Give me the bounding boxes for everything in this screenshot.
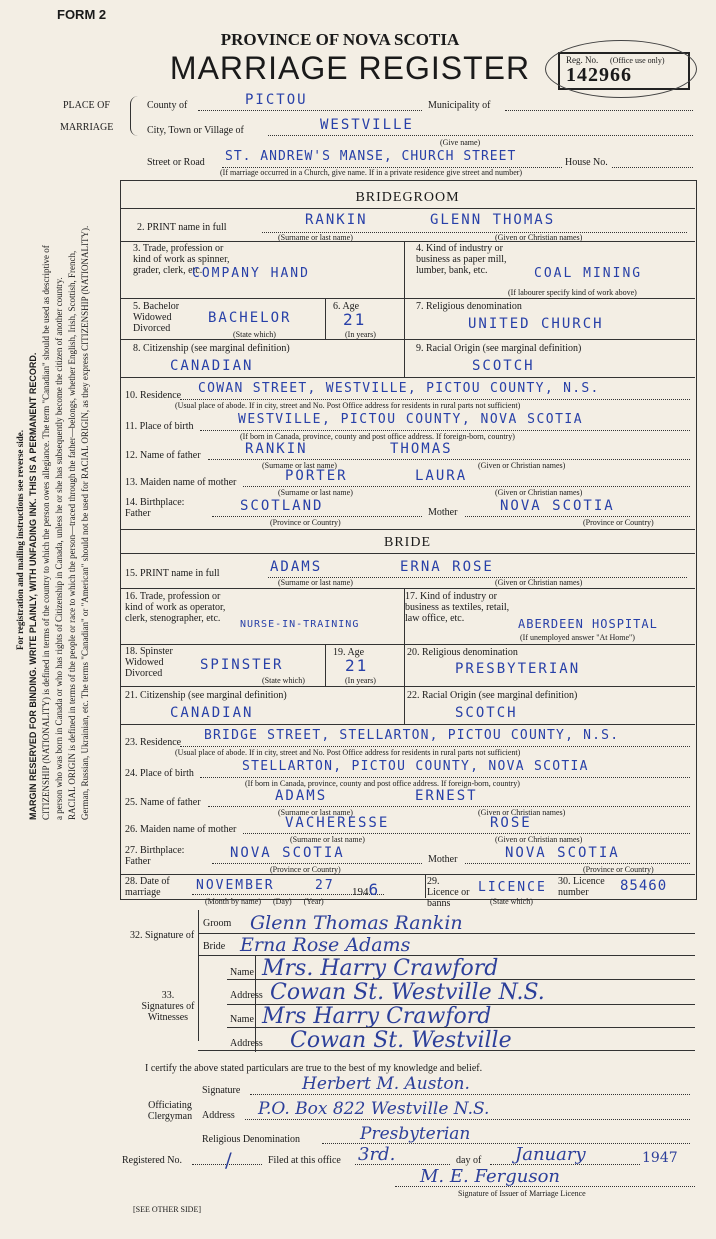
bride-given: ERNA ROSE <box>400 559 494 575</box>
bride-state-which: (State which) <box>262 676 305 685</box>
day-of-label: day of <box>456 1155 482 1166</box>
groom-father-given-sub: (Given or Christian names) <box>478 461 566 470</box>
municipality-label: Municipality of <box>428 100 491 111</box>
filed-year: 1947 <box>642 1150 678 1166</box>
house-label: House No. <box>565 157 608 168</box>
street-note: (If marriage occurred in a Church, give name. If in a private residence give street and number) <box>220 168 523 177</box>
bride-racial-label: 22. Racial Origin (see marginal definition) <box>407 690 578 701</box>
margin-line-5: RACIAL ORIGIN is defined in terms of the people or race to which the person—traced through the father—belongs, whether English, Irish, Scottish, French, <box>67 250 77 820</box>
certify-text: I certify the above stated particulars are true to the best of my knowledge and belief. <box>145 1063 483 1074</box>
groom-signature: Glenn Thomas Rankin <box>250 912 463 934</box>
groom-residence-sub: (Usual place of abode. If in city, street and No. Post Office address for residents in rural parts not sufficient) <box>175 401 521 410</box>
groom-trade-label: 3. Trade, profession or kind of work as spinner, grader, clerk, etc. <box>133 243 230 276</box>
bride-surname-sub: (Surname or last name) <box>278 578 353 587</box>
county-label: County of <box>147 100 188 111</box>
bride-father-surname-sub: (Surname or last name) <box>278 808 353 817</box>
bride-signature: Erna Rose Adams <box>240 934 411 956</box>
marriage-day: 27 <box>315 878 335 893</box>
issuer-signature: M. E. Ferguson <box>420 1166 561 1187</box>
groom-mother-given: LAURA <box>415 468 468 484</box>
bride-surname: ADAMS <box>270 559 323 575</box>
bride-status-label: 18. Spinster Widowed Divorced <box>125 646 173 679</box>
date-label: 28. Date of marriage <box>125 876 170 898</box>
bride-heading: BRIDE <box>384 535 431 550</box>
city-label: City, Town or Village of <box>147 125 244 136</box>
groom-trade: COMPANY HAND <box>192 266 310 281</box>
bride-father-given-sub: (Given or Christian names) <box>478 808 566 817</box>
bride-sig-label: Bride <box>203 941 226 952</box>
bride-mother-label: 26. Maiden name of mother <box>125 824 237 835</box>
bride-birth-label: 24. Place of birth <box>125 768 194 779</box>
bride-father-label: 25. Name of father <box>125 797 201 808</box>
witness2-address: Cowan St. Westville <box>290 1028 512 1053</box>
groom-citizenship: CANADIAN <box>170 358 254 374</box>
groom-religion: UNITED CHURCH <box>468 316 604 332</box>
licence-value: LICENCE <box>478 880 547 895</box>
province-heading: PROVINCE OF NOVA SCOTIA <box>220 30 460 49</box>
bride-birthplace-label: 27. Birthplace: Father <box>125 845 185 867</box>
witnesses-label: 33. Signatures of Witnesses <box>141 990 195 1023</box>
denomination-label: Religious Denomination <box>202 1134 301 1145</box>
bride-industry: ABERDEEN HOSPITAL <box>518 617 658 631</box>
bride-citizenship: CANADIAN <box>170 705 254 721</box>
w1-address-label: Address <box>230 990 263 1001</box>
groom-status-label: 5. Bachelor Widowed Divorced <box>133 301 180 334</box>
signature-of-label: 32. Signature of <box>130 930 195 941</box>
groom-age-label: 6. Age <box>333 301 360 312</box>
w1-name-label: Name <box>230 967 254 978</box>
place-label-2: MARRIAGE <box>60 122 114 133</box>
give-name-note: (Give name) <box>440 138 481 147</box>
groom-mother-bp-sub: (Province or Country) <box>583 518 654 527</box>
marriage-month: NOVEMBER <box>196 878 275 893</box>
registered-label: Registered No. <box>122 1155 182 1166</box>
filed-month: January <box>515 1144 586 1165</box>
groom-birth-label: 11. Place of birth <box>125 421 194 432</box>
bride-racial: SCOTCH <box>455 705 518 721</box>
licence-sub: (State which) <box>490 897 533 906</box>
bride-residence-label: 23. Residence <box>125 737 182 748</box>
place-brace <box>130 96 139 136</box>
bridegroom-heading: BRIDEGROOM <box>355 190 460 205</box>
groom-residence-label: 10. Residence <box>125 390 182 401</box>
margin-line-3: CITIZENSHIP (NATIONALITY) is defined in terms of the country to which the person owes allegiance. The term "Canadian" should be used as descriptive of <box>41 245 51 820</box>
licence-label: 29. Licence or banns <box>427 876 470 909</box>
groom-racial-label: 9. Racial Origin (see marginal definition) <box>416 343 582 354</box>
filed-label: Filed at this office <box>268 1155 341 1166</box>
bride-status: SPINSTER <box>200 657 284 673</box>
see-other-side: [SEE OTHER SIDE] <box>133 1205 201 1214</box>
issuer-label: Signature of Issuer of Marriage Licence <box>458 1189 586 1198</box>
bride-birth: STELLARTON, PICTOU COUNTY, NOVA SCOTIA <box>242 759 589 774</box>
year-prefix: 194 <box>352 886 369 898</box>
groom-sig-label: Groom <box>203 918 232 929</box>
groom-print-label: 2. PRINT name in full <box>137 222 227 233</box>
groom-citizenship-label: 8. Citizenship (see marginal definition) <box>133 343 290 354</box>
bride-industry-label: 17. Kind of industry or business as textiles, retail, law office, etc. <box>405 591 510 624</box>
groom-in-years: (In years) <box>345 330 376 339</box>
bride-trade: NURSE-IN-TRAINING <box>240 619 360 630</box>
groom-father-bp-sub: (Province or Country) <box>270 518 341 527</box>
margin-line-6: German, Russian, Ukrainian, etc. The terms "Canadian" or "American" should not be used for RACIAL ORIGIN, as they express CITIZENSHIP (NATIONALITY). <box>80 225 90 820</box>
bride-industry-sub: (If unemployed answer "At Home") <box>520 633 635 642</box>
year-digit: 6 <box>368 880 381 899</box>
groom-surname-sub: (Surname or last name) <box>278 233 353 242</box>
county-value: PICTOU <box>245 92 308 108</box>
bride-mother-given-sub: (Given or Christian names) <box>495 835 583 844</box>
clergy-address: P.O. Box 822 Westville N.S. <box>258 1099 490 1119</box>
groom-mother-surname-sub: (Surname or last name) <box>278 488 353 497</box>
bride-father-given: ERNEST <box>415 788 478 804</box>
bride-mother-bp-sub: (Province or Country) <box>583 865 654 874</box>
clergy-signature-label: Signature <box>202 1085 241 1096</box>
form-number: FORM 2 <box>57 7 107 22</box>
bride-given-sub: (Given or Christian names) <box>495 578 583 587</box>
groom-state-which: (State which) <box>233 330 276 339</box>
bride-age-label: 19. Age <box>333 647 365 658</box>
licence-num-label: 30. Licence number <box>558 876 605 898</box>
groom-father-birthplace: SCOTLAND <box>240 498 324 514</box>
groom-birth-sub: (If born in Canada, province, county and post office address. If foreign-born, country) <box>240 432 515 441</box>
groom-father-surname: RANKIN <box>245 441 308 457</box>
officiating-label: Officiating Clergyman <box>147 1100 193 1122</box>
witness1-address: Cowan St. Westville N.S. <box>270 980 545 1005</box>
bride-citizenship-label: 21. Citizenship (see marginal definition) <box>125 690 287 701</box>
bride-religion-label: 20. Religious denomination <box>407 647 518 658</box>
witness2-name: Mrs Harry Crawford <box>262 1004 492 1029</box>
street-label: Street or Road <box>147 157 205 168</box>
bride-father-surname: ADAMS <box>275 788 328 804</box>
groom-age: 21 <box>343 310 367 329</box>
groom-mother-birthplace: NOVA SCOTIA <box>500 498 615 514</box>
marriage-year <box>352 880 380 899</box>
groom-mother-surname: PORTER <box>285 468 348 484</box>
groom-religion-label: 7. Religious denomination <box>416 301 522 312</box>
groom-racial: SCOTCH <box>472 358 535 374</box>
bride-residence: BRIDGE STREET, STELLARTON, PICTOU COUNTY, N.S. <box>204 728 620 743</box>
page-title: MARRIAGE REGISTER <box>169 50 531 86</box>
groom-given-sub: (Given or Christian names) <box>495 233 583 242</box>
reg-no-label: Reg. No. <box>566 55 599 65</box>
groom-status: BACHELOR <box>208 310 292 326</box>
clergy-denomination: Presbyterian <box>360 1124 471 1144</box>
witness1-name: Mrs. Harry Crawford <box>262 956 499 981</box>
groom-given: GLENN THOMAS <box>430 212 556 228</box>
registered-slash: / <box>225 1148 232 1172</box>
w2-name-label: Name <box>230 1014 254 1025</box>
groom-birth: WESTVILLE, PICTOU COUNTY, NOVA SCOTIA <box>238 412 584 427</box>
groom-mother-given-sub: (Given or Christian names) <box>495 488 583 497</box>
bride-trade-label: 16. Trade, profession or kind of work as operator, clerk, stenographer, etc. <box>125 591 226 624</box>
groom-surname: RANKIN <box>305 212 368 228</box>
reg-number: 142966 <box>566 64 632 86</box>
margin-line-1: For registration and mailing instructions see reverse side. <box>15 430 25 650</box>
bride-mother-bp-label: Mother <box>428 854 458 865</box>
groom-industry-sub: (If labourer specify kind of work above) <box>508 288 637 297</box>
bride-father-birthplace: NOVA SCOTIA <box>230 845 345 861</box>
filed-day: 3rd. <box>358 1144 396 1165</box>
clergy-signature: Herbert M. Auston. <box>302 1074 470 1094</box>
groom-mother-label: 13. Maiden name of mother <box>125 477 237 488</box>
clergy-address-label: Address <box>202 1110 235 1121</box>
groom-residence: COWAN STREET, WESTVILLE, PICTOU COUNTY, N.S. <box>198 381 600 396</box>
groom-father-surname-sub: (Surname or last name) <box>262 461 337 470</box>
bride-mother-surname: VACHERESSE <box>285 815 390 831</box>
bride-residence-sub: (Usual place of abode. If in city, street and No. Post Office address for residents in rural parts not sufficient) <box>175 748 521 757</box>
bride-in-years: (In years) <box>345 676 376 685</box>
bride-religion: PRESBYTERIAN <box>455 661 581 677</box>
date-sub: (Month by name) (Day) (Year) <box>205 897 324 906</box>
groom-industry: COAL MINING <box>534 266 643 281</box>
bride-mother-birthplace: NOVA SCOTIA <box>505 845 620 861</box>
office-use-label: (Office use only) <box>610 56 665 65</box>
groom-mother-bp-label: Mother <box>428 507 458 518</box>
bride-birth-sub: (If born in Canada, province, county and post office address. If foreign-born, country) <box>245 779 520 788</box>
margin-line-2: MARGIN RESERVED FOR BINDING. WRITE PLAINLY, WITH UNFADING INK. THIS IS A PERMANENT RECORD. <box>28 352 38 820</box>
bride-father-bp-sub: (Province or Country) <box>270 865 341 874</box>
city-value: WESTVILLE <box>320 117 414 133</box>
bride-age: 21 <box>345 656 369 675</box>
bride-mother-given: ROSE <box>490 815 532 831</box>
licence-number: 85460 <box>620 878 668 894</box>
groom-birthplace-label: 14. Birthplace: Father <box>125 497 185 519</box>
bride-mother-surname-sub: (Surname or last name) <box>290 835 365 844</box>
bride-print-label: 15. PRINT name in full <box>125 568 220 579</box>
place-label-1: PLACE OF <box>63 100 110 111</box>
w2-address-label: Address <box>230 1038 263 1049</box>
margin-text <box>14 60 92 820</box>
street-value: ST. ANDREW'S MANSE, CHURCH STREET <box>225 149 517 164</box>
margin-line-4: a person who was born in Canada or who has rights of Citizenship in Canada, unless he or she has subsequently become the citizen of another country. <box>54 277 64 820</box>
groom-industry-label: 4. Kind of industry or business as paper mill, lumber, bank, etc. <box>416 243 507 276</box>
groom-father-given: THOMAS <box>390 441 453 457</box>
groom-father-label: 12. Name of father <box>125 450 201 461</box>
